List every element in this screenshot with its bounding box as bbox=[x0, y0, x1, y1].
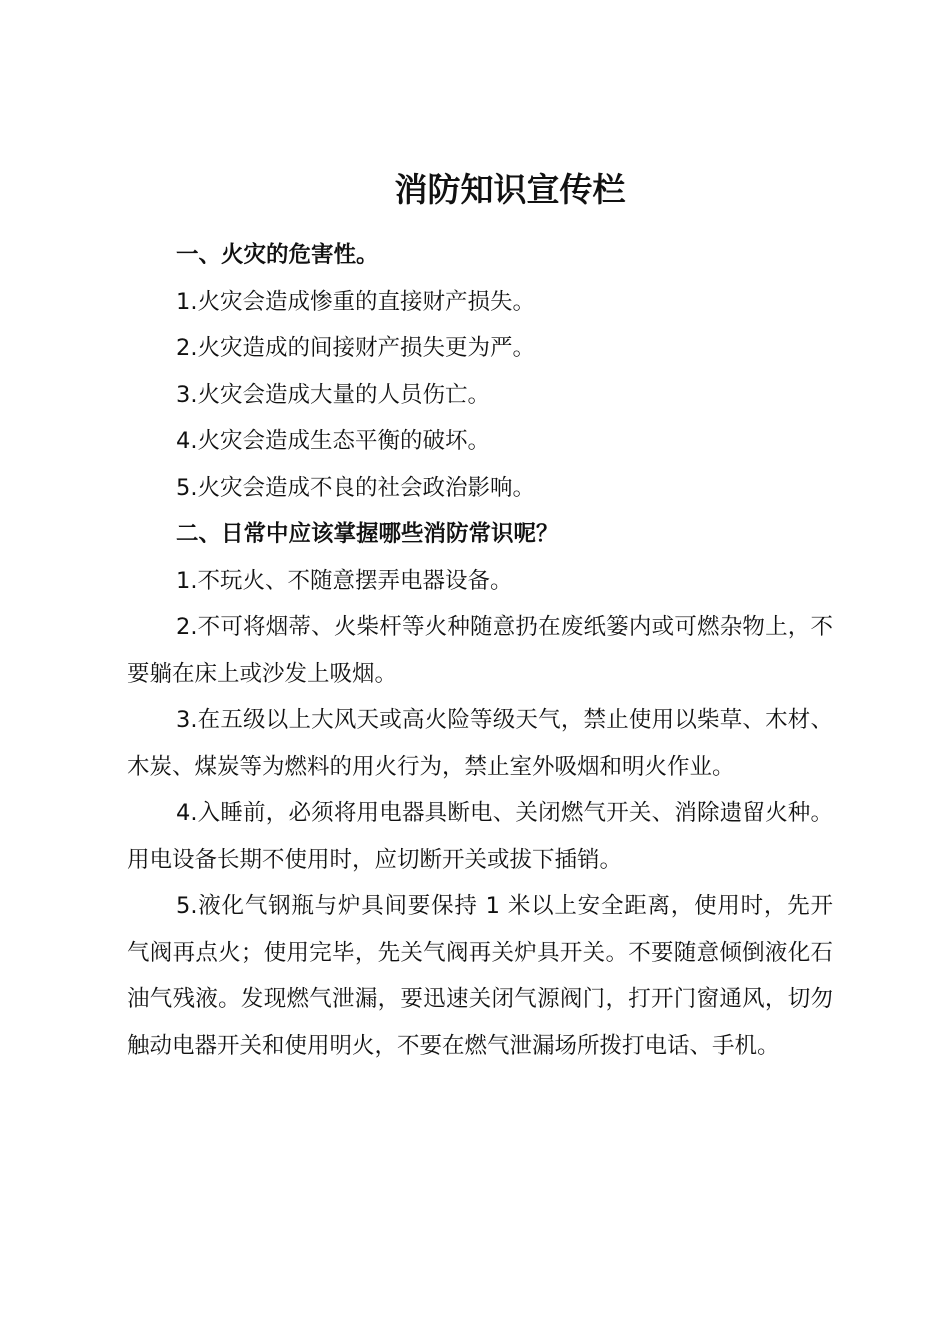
hazard-item-4: 4.火灾会造成生态平衡的破坏。 bbox=[176, 428, 490, 454]
hazard-item-5: 5.火灾会造成不良的社会政治影响。 bbox=[176, 474, 535, 501]
knowledge-item-5: 5.液化气钢瓶与炉具间要保持 1 米以上安全距离，使用时，先开气阀再点火；使用完毕，先关气阀再关炉具开关。不要随意倾倒液化石油气残液。发现燃气泄漏，要迅速关闭气源阀门，打开门窗通风，切勿触动电器开关和使用明火，不要在燃气泄漏场所拨打电话、手机。 bbox=[127, 893, 833, 1059]
hazard-item-2: 2.火灾造成的间接财产损失更为严。 bbox=[176, 335, 535, 361]
hazard-item-1: 1.火灾会造成惨重的直接财产损失。 bbox=[176, 288, 535, 315]
knowledge-item-1: 1.不玩火、不随意摆弄电器设备。 bbox=[176, 567, 513, 594]
document-body bbox=[127, 232, 833, 1069]
section-heading-hazards: 一、火灾的危害性。 bbox=[176, 242, 379, 268]
page-title: 消防知识宣传栏 bbox=[394, 170, 626, 209]
knowledge-item-2: 2.不可将烟蒂、火柴杆等火种随意扔在废纸篓内或可燃杂物上，不要躺在床上或沙发上吸烟。 bbox=[127, 614, 833, 687]
section-heading-knowledge: 二、日常中应该掌握哪些消防常识呢？ bbox=[176, 521, 559, 547]
knowledge-item-4: 4.入睡前，必须将用电器具断电、关闭燃气开关、消除遗留火种。用电设备长期不使用时，应切断开关或拔下插销。 bbox=[127, 800, 833, 873]
knowledge-item-3: 3.在五级以上大风天或高火险等级天气，禁止使用以柴草、木材、木炭、煤炭等为燃料的用火行为，禁止室外吸烟和明火作业。 bbox=[127, 707, 833, 780]
hazard-item-3: 3.火灾会造成大量的人员伤亡。 bbox=[176, 381, 490, 408]
